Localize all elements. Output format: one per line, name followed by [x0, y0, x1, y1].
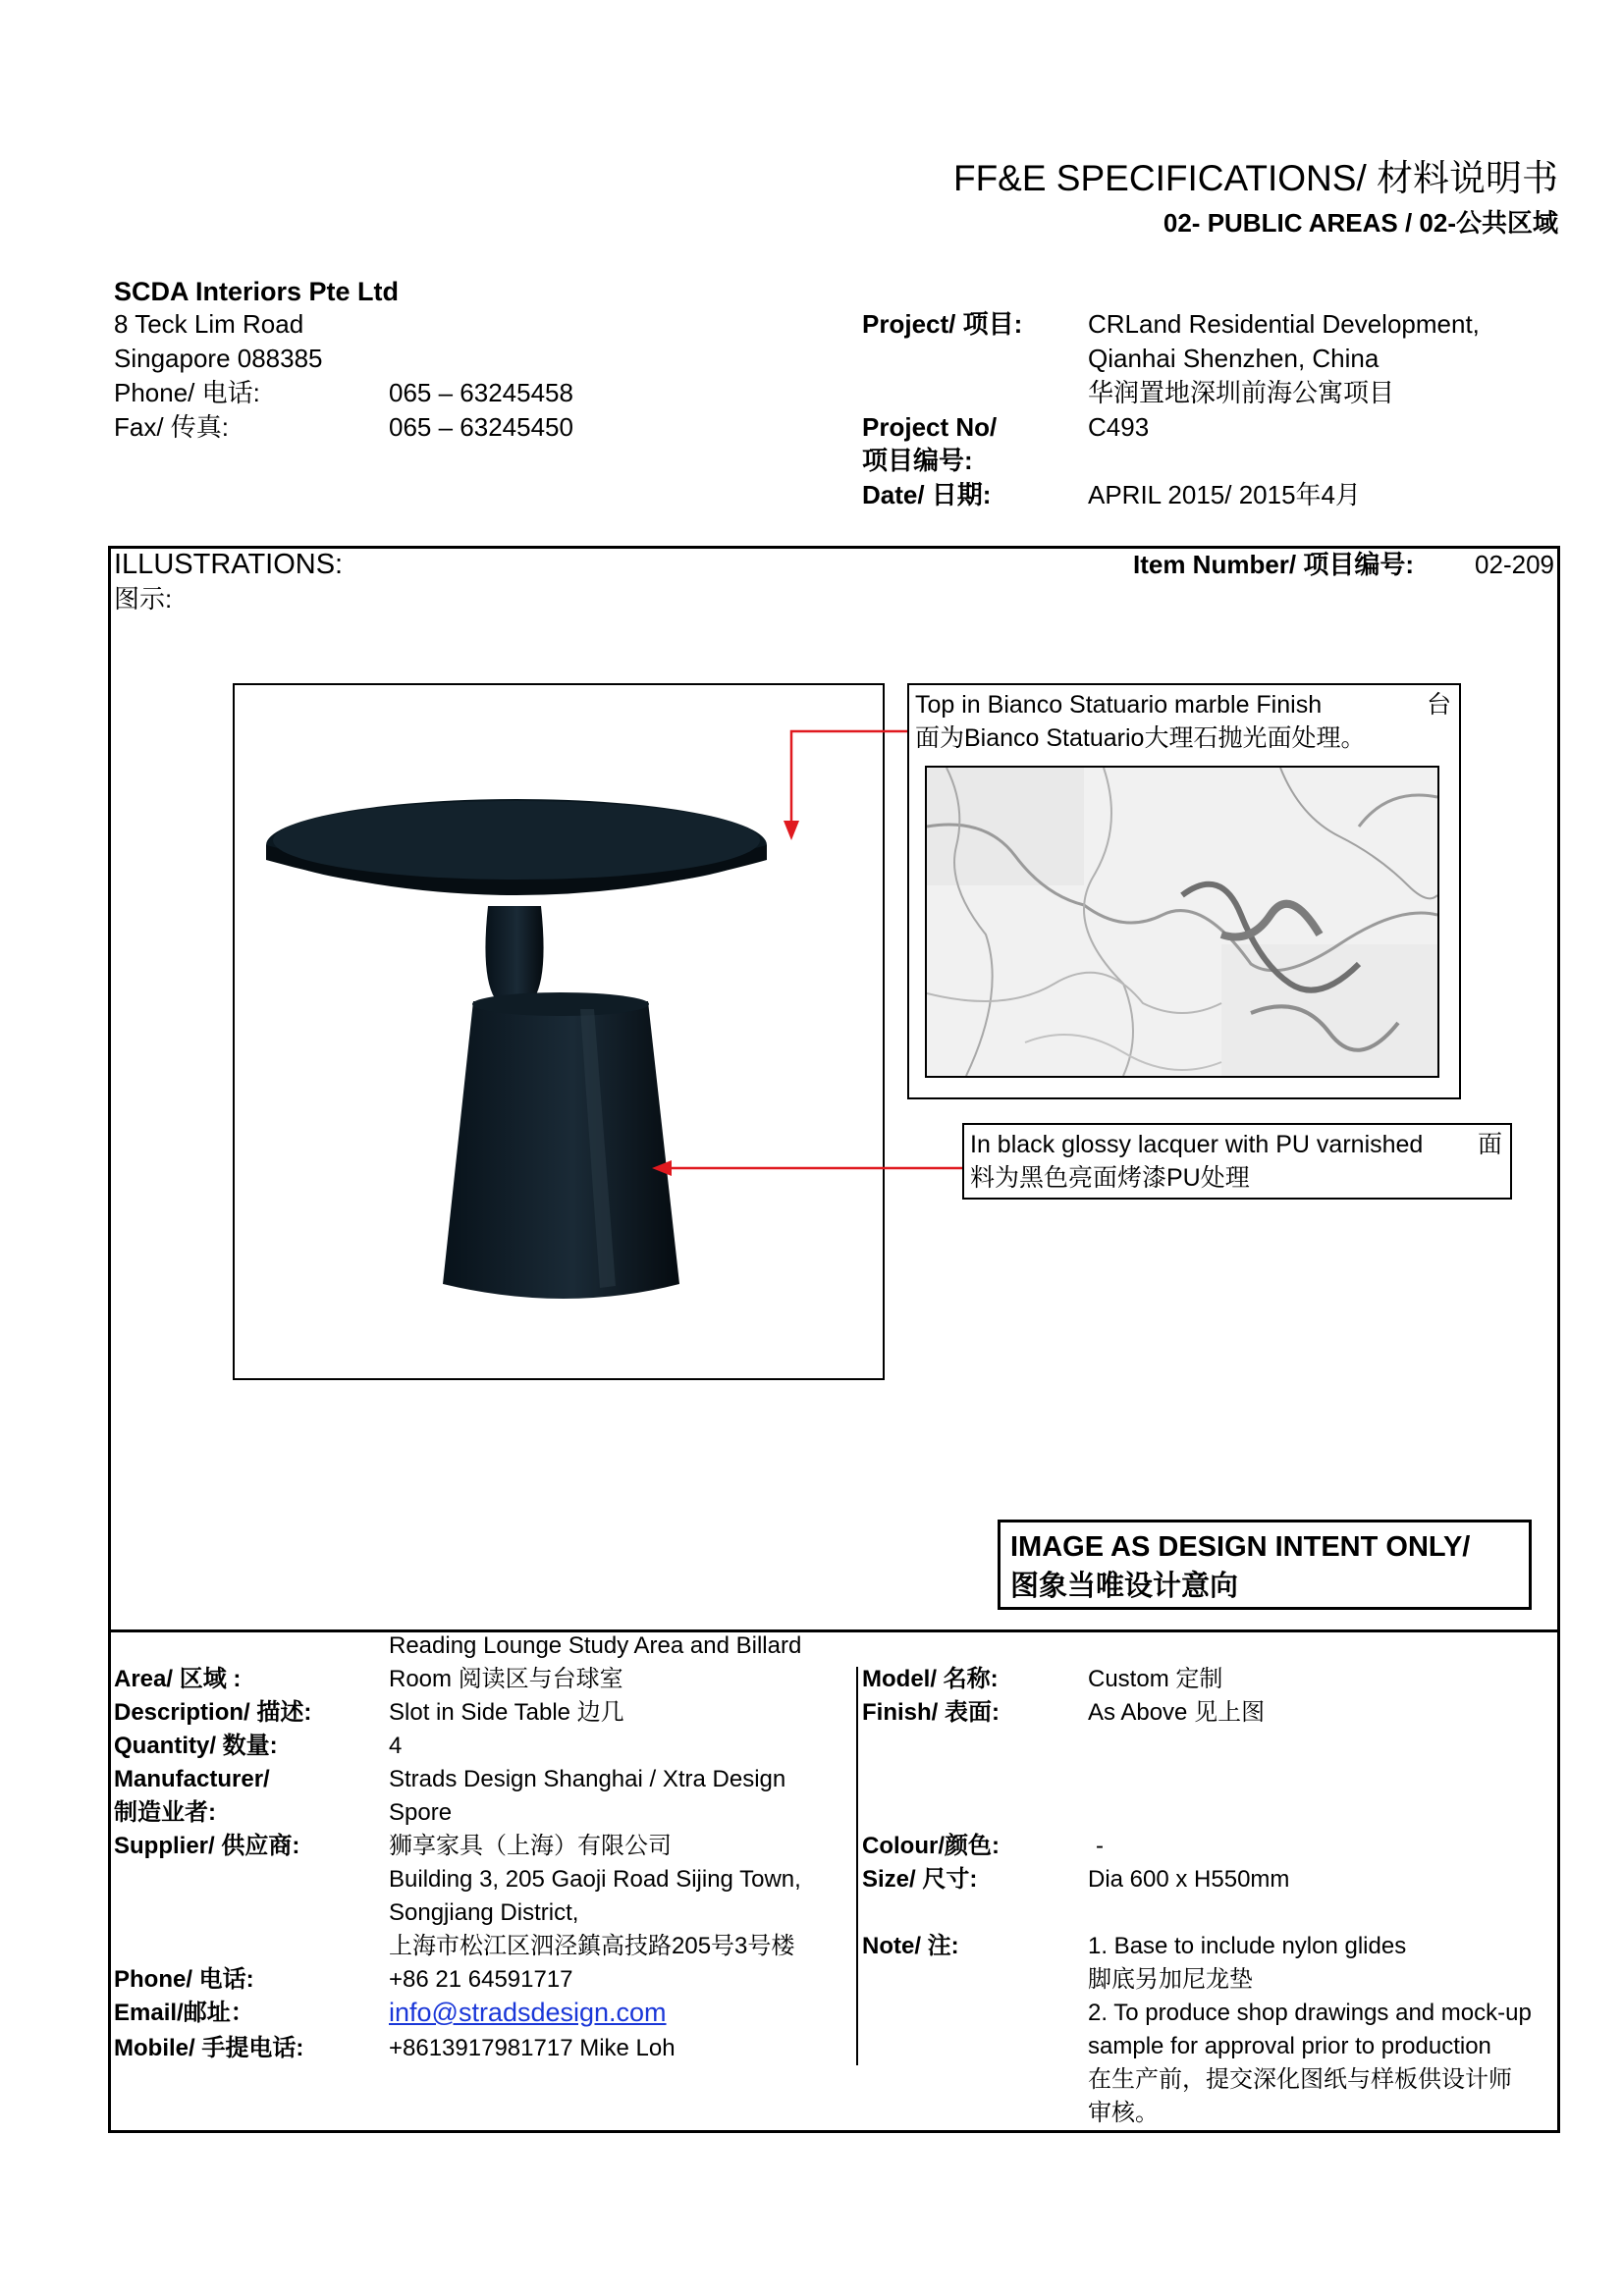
company-name: SCDA Interiors Pte Ltd	[114, 277, 400, 306]
quantity-label: Quantity/ 数量:	[114, 1733, 278, 1759]
company-address-line2: Singapore 088385	[114, 344, 323, 373]
area-value-line2: Room 阅读区与台球室	[389, 1666, 623, 1692]
project-name-line1: CRLand Residential Development,	[1088, 309, 1480, 339]
callout-top-text-line2: 面为Bianco Statuario大理石抛光面处理。	[915, 724, 1366, 752]
disclaimer-line2: 图象当唯设计意向	[1010, 1571, 1239, 1602]
note-line1: 1. Base to include nylon glides	[1088, 1933, 1407, 1959]
project-no: C493	[1088, 412, 1150, 442]
supplier-phone-label: Phone/ 电话:	[114, 1966, 254, 1993]
project-name-line3: 华润置地深圳前海公寓项目	[1088, 378, 1395, 407]
colour-label: Colour/颜色:	[862, 1833, 1000, 1859]
note-line5: 在生产前，提交深化图纸与样板供设计师	[1088, 2066, 1512, 2093]
email-link[interactable]: info@stradsdesign.com	[389, 1998, 667, 2027]
item-number-label: Item Number/ 项目编号:	[1133, 550, 1415, 579]
colour-value: -	[1096, 1833, 1104, 1859]
company-phone: 065 – 63245458	[389, 378, 573, 407]
description-value: Slot in Side Table 边几	[389, 1699, 624, 1726]
arrow-to-tabletop	[784, 731, 907, 840]
supplier-value-line3: Songjiang District,	[389, 1899, 579, 1926]
model-label: Model/ 名称:	[862, 1666, 999, 1692]
company-phone-label: Phone/ 电话:	[114, 378, 260, 407]
callout-top-text-line1: Top in Bianco Statuario marble Finish	[915, 691, 1323, 719]
callout-top-text-char: 台	[1426, 691, 1451, 719]
project-no-label-line2: 项目编号:	[862, 446, 973, 475]
finish-value: As Above 见上图	[1088, 1699, 1266, 1726]
supplier-value-line2: Building 3, 205 Gaoji Road Sijing Town,	[389, 1866, 801, 1893]
email-label: Email/邮址：	[114, 2000, 254, 2026]
supplier-value-line1: 狮享家具（上海）有限公司	[389, 1833, 672, 1859]
note-line2: 脚底另加尼龙垫	[1088, 1966, 1253, 1993]
note-line6: 审核。	[1088, 2100, 1159, 2126]
date-label: Date/ 日期:	[862, 480, 992, 509]
manufacturer-label-line2: 制造业者:	[114, 1799, 216, 1826]
note-line4: sample for approval prior to production	[1088, 2033, 1491, 2059]
model-value: Custom 定制	[1088, 1666, 1223, 1692]
arrow-to-base	[652, 1160, 962, 1176]
page-title: FF&E SPECIFICATIONS/ 材料说明书	[952, 158, 1558, 198]
area-value-line1: Reading Lounge Study Area and Billard	[389, 1632, 802, 1659]
manufacturer-label-line1: Manufacturer/	[114, 1766, 270, 1792]
quantity-value: 4	[389, 1733, 403, 1759]
details-column-divider	[856, 1667, 858, 2065]
mobile-value: +8613917981717 Mike Loh	[389, 2035, 676, 2061]
illustrations-label-cn: 图示:	[114, 584, 173, 614]
company-fax-label: Fax/ 传真:	[114, 412, 230, 442]
callout-base-text-char: 面	[1477, 1131, 1502, 1158]
supplier-value-line4: 上海市松江区泗泾鎮高技路205号3号楼	[389, 1933, 795, 1959]
supplier-phone: +86 21 64591717	[389, 1966, 573, 1993]
note-label: Note/ 注:	[862, 1933, 959, 1959]
company-fax: 065 – 63245450	[389, 412, 573, 442]
item-number: 02-209	[1475, 550, 1554, 579]
manufacturer-value-line2: Spore	[389, 1799, 453, 1826]
project-no-label-line1: Project No/	[862, 412, 998, 442]
illustrations-label: ILLUSTRATIONS:	[114, 549, 344, 580]
page-subtitle: 02- PUBLIC AREAS / 02-公共区域	[1163, 208, 1558, 238]
description-label: Description/ 描述:	[114, 1699, 312, 1726]
size-value: Dia 600 x H550mm	[1088, 1866, 1290, 1893]
callout-base-text-line2: 料为黑色亮面烤漆PU处理	[970, 1164, 1250, 1192]
size-label: Size/ 尺寸:	[862, 1866, 978, 1893]
mobile-label: Mobile/ 手提电话:	[114, 2035, 304, 2061]
callout-base-text-line1: In black glossy lacquer with PU varnished	[970, 1131, 1424, 1158]
manufacturer-value-line1: Strads Design Shanghai / Xtra Design	[389, 1766, 786, 1792]
project-label: Project/ 项目:	[862, 309, 1023, 339]
supplier-label: Supplier/ 供应商:	[114, 1833, 300, 1859]
disclaimer-line1: IMAGE AS DESIGN INTENT ONLY/	[1010, 1531, 1471, 1563]
area-label: Area/ 区域 :	[114, 1666, 242, 1692]
disclaimer-box	[998, 1520, 1532, 1610]
date-value: APRIL 2015/ 2015年4月	[1088, 480, 1361, 509]
note-line3: 2. To produce shop drawings and mock-up	[1088, 2000, 1532, 2026]
company-address-line1: 8 Teck Lim Road	[114, 309, 304, 339]
finish-label: Finish/ 表面:	[862, 1699, 1000, 1726]
project-name-line2: Qianhai Shenzhen, China	[1088, 344, 1380, 373]
